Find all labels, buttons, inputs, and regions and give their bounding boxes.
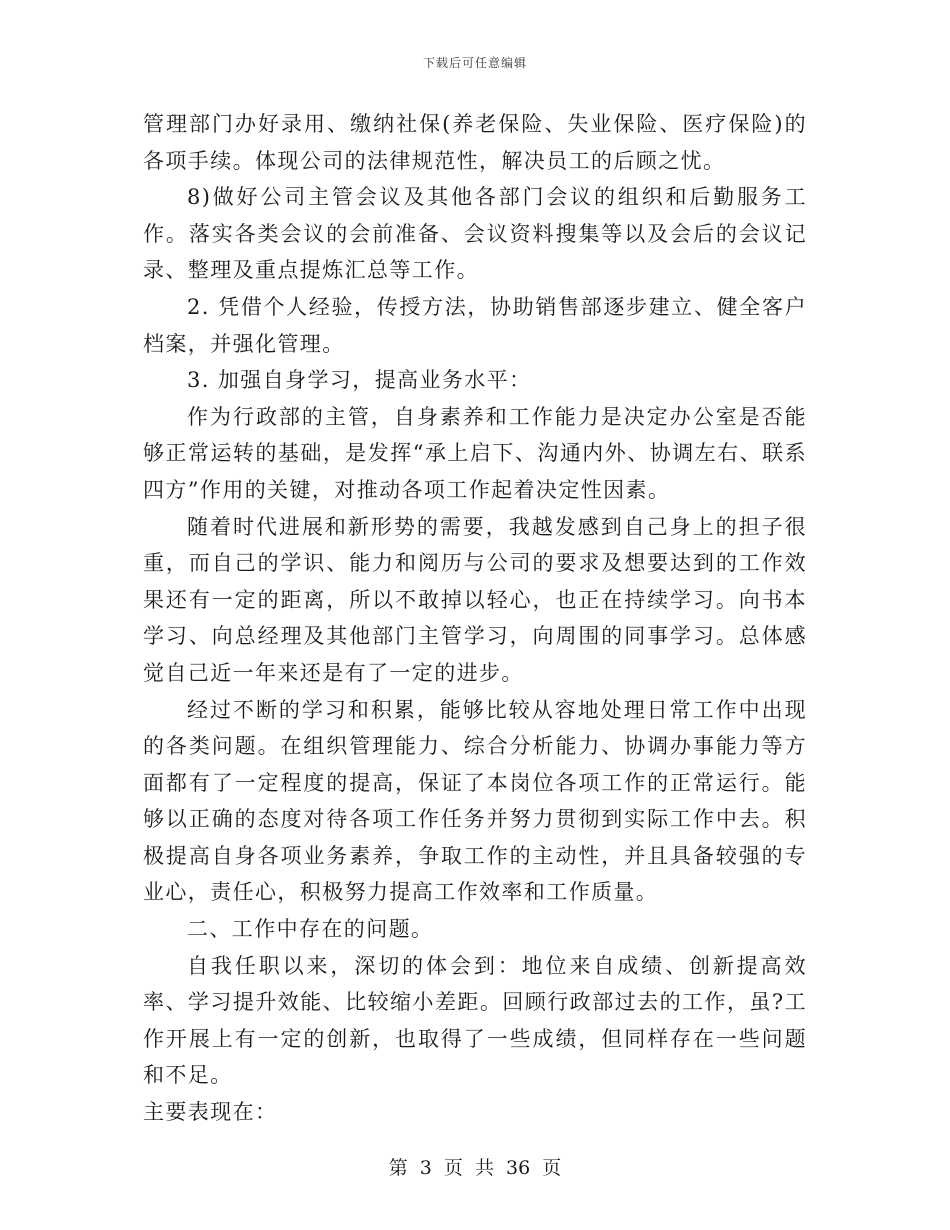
paragraph: 作为行政部的主管，自身素养和工作能力是决定办公室是否能够正常运转的基础，是发挥“承上启下、沟通内外、协调左右、联系四方”作用的关键，对推动各项工作起着决定性因素。 bbox=[143, 404, 807, 502]
paragraph: 2. 凭借个人经验，传授方法，协助销售部逐步建立、健全客户档案，并强化管理。 bbox=[143, 294, 807, 356]
paragraph: 管理部门办好录用、缴纳社保(养老保险、失业保险、医疗保险)的各项手续。体现公司的法律规范性，解决员工的后顾之忧。 bbox=[143, 112, 807, 173]
header-note: 下载后可任意编辑 bbox=[422, 56, 527, 70]
section-heading: 二、工作中存在的问题。 bbox=[187, 917, 434, 942]
document-body bbox=[143, 106, 807, 1131]
paragraph: 随着时代进展和新形势的需要，我越发感到自己身上的担子很重，而自己的学识、能力和阅历与公司的要求及想要达到的工作效果还有一定的距离，所以不敢掉以轻心，也正在持续学习。向书本学习、向总经理及其他部门主管学习，向周围的同事学习。总体感觉自己近一年来还是有了一定的进步。 bbox=[143, 514, 807, 685]
paragraph: 主要表现在： bbox=[143, 1100, 278, 1125]
paragraph: 8)做好公司主管会议及其他各部门会议的组织和后勤服务工作。落实各类会议的会前准备、会议资料搜集等以及会后的会议记录、整理及重点提炼汇总等工作。 bbox=[143, 185, 807, 283]
paragraph: 经过不断的学习和积累，能够比较从容地处理日常工作中出现的各类问题。在组织管理能力、综合分析能力、协调办事能力等方面都有了一定程度的提高，保证了本岗位各项工作的正常运行。能够以正确的态度对待各项工作任务并努力贯彻到实际工作中去。积极提高自身各项业务素养，争取工作的主动性，并且具备较强的专业心，责任心，积极努力提高工作效率和工作质量。 bbox=[143, 697, 807, 905]
paragraph: 自我任职以来，深切的体会到：地位来自成绩、创新提高效率、学习提升效能、比较缩小差距。回顾行政部过去的工作，虽?工作开展上有一定的创新，也取得了一些成绩，但同样存在一些问题和不足。 bbox=[143, 953, 807, 1088]
page-number: 第 3 页 共 36 页 bbox=[388, 1157, 562, 1179]
paragraph: 3. 加强自身学习，提高业务水平： bbox=[187, 368, 532, 393]
